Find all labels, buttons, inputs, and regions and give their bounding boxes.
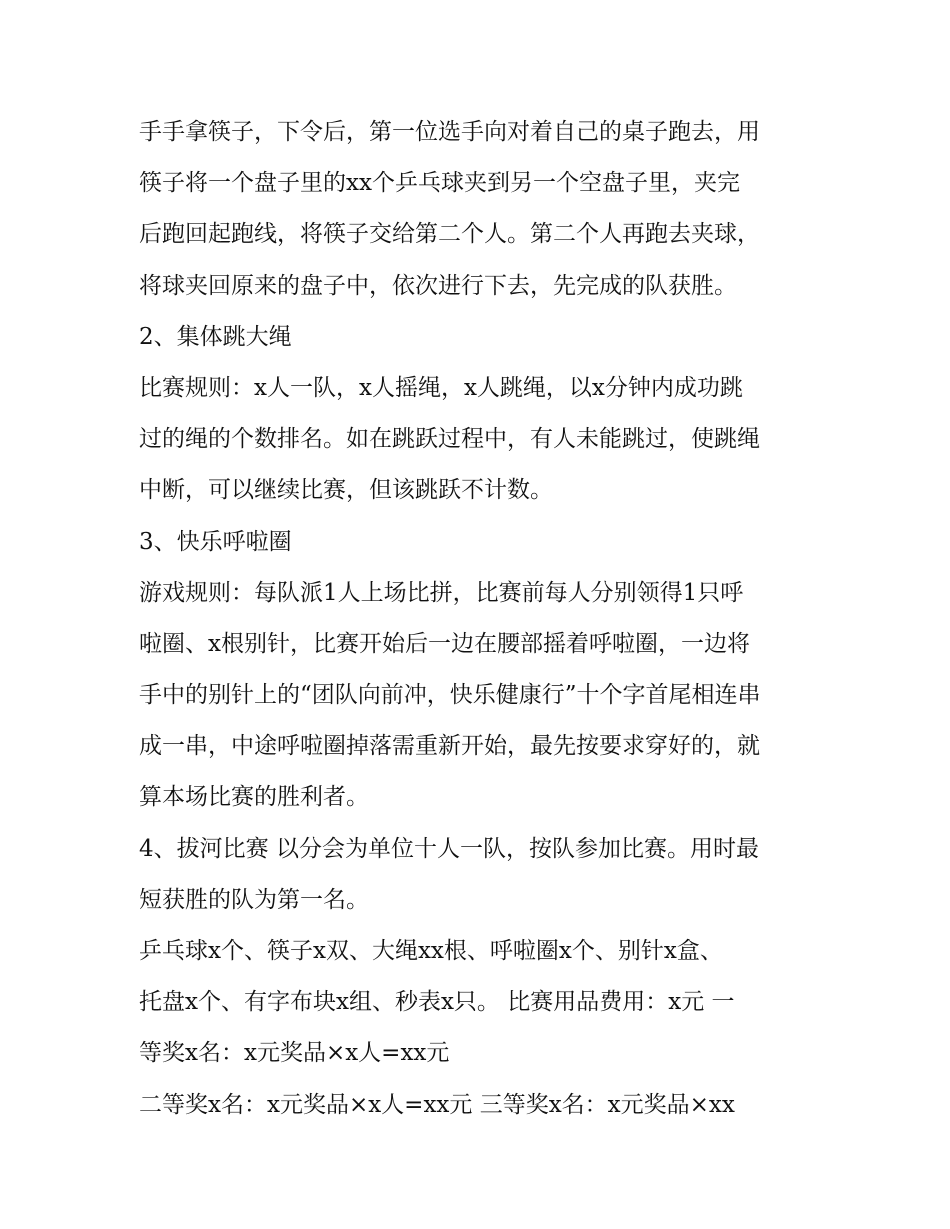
text-line: 算本场比赛的胜利者。 — [139, 784, 369, 811]
text-line: 比赛规则：x人一队，x人摇绳，x人跳绳，以x分钟内成功跳 — [139, 374, 743, 401]
text-line: 等奖x名：x元奖品×x人=xx元 — [139, 1040, 450, 1067]
text-line: 后跑回起跑线，将筷子交给第二个人。第二个人再跑去夹球， — [139, 221, 760, 248]
text-line: 游戏规则：每队派1人上场比拼，比赛前每人分别领得1只呼 — [139, 579, 744, 606]
body-text — [139, 107, 819, 1131]
section-heading: 3、快乐呼啦圈 — [139, 528, 292, 555]
text-line: 将球夹回原来的盘子中，依次进行下去，先完成的队获胜。 — [139, 272, 737, 299]
text-line: 手手拿筷子，下令后，第一位选手向对着自己的桌子跑去，用 — [139, 119, 760, 145]
text-line: 中断，可以继续比赛，但该跳跃不计数。 — [139, 477, 553, 504]
text-line: 短获胜的队为第一名。 — [139, 886, 369, 913]
text-line: 托盘x个、有字布块x组、秒表x只。 比赛用品费用：x元 一 — [139, 989, 735, 1016]
text-line: 手中的别针上的“团队向前冲，快乐健康行”十个字首尾相连串 — [139, 682, 761, 709]
text-line: 乒乓球x个、筷子x双、大绳xx根、呼啦圈x个、别针x盒、 — [139, 938, 723, 964]
text-line: 二等奖x名：x元奖品×x人=xx元 三等奖x名：x元奖品×xx — [139, 1091, 735, 1118]
section-heading: 4、拔河比赛 以分会为单位十人一队，按队参加比赛。用时最 — [139, 835, 759, 862]
text-line: 筷子将一个盘子里的xx个乒乓球夹到另一个空盘子里，夹完 — [139, 170, 740, 197]
text-line: 啦圈、x根别针，比赛开始后一边在腰部摇着呼啦圈，一边将 — [139, 630, 750, 657]
text-line: 成一串，中途呼啦圈掉落需重新开始，最先按要求穿好的，就 — [139, 733, 760, 760]
text-line: 过的绳的个数排名。如在跳跃过程中，有人未能跳过，使跳绳 — [139, 426, 760, 453]
section-heading: 2、集体跳大绳 — [139, 323, 292, 350]
